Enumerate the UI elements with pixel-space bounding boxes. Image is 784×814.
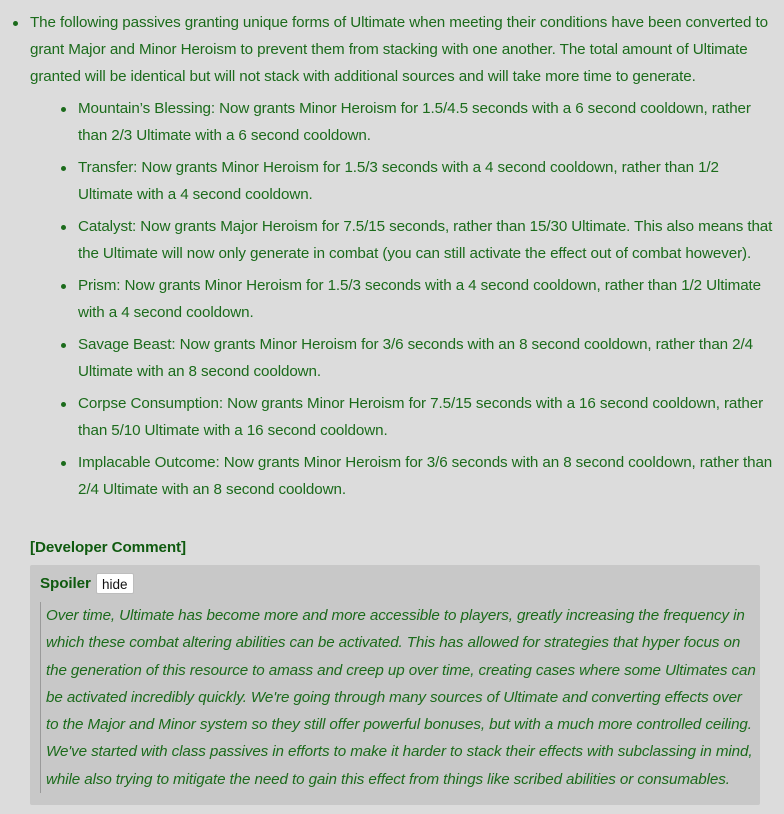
spoiler-box (30, 565, 760, 805)
sub-list-item-text: Mountain’s Blessing: Now grants Minor Heroism for 1.5/4.5 seconds with a 6 second cooldown, rather than 2/3 Ultimate with a 6 second cooldown. (78, 100, 751, 144)
sub-list-item (30, 390, 774, 444)
sub-list-item-text: Prism: Now grants Minor Heroism for 1.5/3 seconds with a 4 second cooldown, rather than 1/2 Ultimate with a 4 second cooldown. (78, 277, 762, 321)
bullet-icon (61, 343, 66, 348)
bullet-icon (61, 107, 66, 112)
sub-list-item-text: Implacable Outcome: Now grants Minor Heroism for 3/6 seconds with an 8 second cooldown, rather than 2/4 Ultimate with an 8 second cooldown. (78, 454, 773, 498)
hide-spoiler-button[interactable]: hide (96, 573, 134, 594)
patch-notes-list (0, 9, 774, 508)
developer-comment-text: Over time, Ultimate has become more and more accessible to players, greatly increasing the frequency in which these combat altering abilities can be activated. This has allowed for strategies that hyper focus on the generation of this resource to amass and creep up over time, creating cases where some Ultimates can be activated incredibly quickly. We're going through many sources of Ultimate and converting effects over to the Major and Minor system so they still offer powerful bonuses, but with a much more controlled ceiling. We've started with class passives in efforts to make it harder to stack their effects with subclassing in mind, while also trying to mitigate the need to gain this effect from things like scribed abilities or consumables. (40, 602, 758, 793)
sub-list-item (30, 272, 774, 326)
bullet-icon (13, 21, 18, 26)
bullet-icon (61, 284, 66, 289)
sub-list-item (30, 331, 774, 385)
sub-list-item (30, 154, 774, 208)
developer-comment-heading: [Developer Comment] (30, 539, 186, 556)
sub-list-item-text: Corpse Consumption: Now grants Minor Heroism for 7.5/15 seconds with a 16 second cooldown, rather than 5/10 Ultimate with a 16 second cooldown. (78, 395, 764, 439)
passives-sub-list (30, 95, 774, 503)
sub-list-item (30, 95, 774, 149)
bullet-icon (61, 402, 66, 407)
sub-list-item-text: Catalyst: Now grants Major Heroism for 7.5/15 seconds, rather than 15/30 Ultimate. This also means that the Ultimate will now only generate in combat (you can still activate the effect out of combat however). (78, 218, 773, 262)
bullet-icon (61, 225, 66, 230)
list-item-text: The following passives granting unique forms of Ultimate when meeting their conditions have been converted to grant Major and Minor Heroism to prevent them from stacking with one another. The total amount of Ultimate granted will be identical but will not stack with additional sources and will take more time to generate. (30, 14, 768, 85)
sub-list-item (30, 213, 774, 267)
bullet-icon (61, 166, 66, 171)
sub-list-item-text: Savage Beast: Now grants Minor Heroism for 3/6 seconds with an 8 second cooldown, rather than 2/4 Ultimate with an 8 second cooldown. (78, 336, 753, 380)
sub-list-item (30, 449, 774, 503)
list-item (0, 9, 774, 503)
spoiler-label: Spoiler (40, 575, 91, 592)
bullet-icon (61, 461, 66, 466)
sub-list-item-text: Transfer: Now grants Minor Heroism for 1.5/3 seconds with a 4 second cooldown, rather than 1/2 Ultimate with a 4 second cooldown. (78, 159, 719, 203)
